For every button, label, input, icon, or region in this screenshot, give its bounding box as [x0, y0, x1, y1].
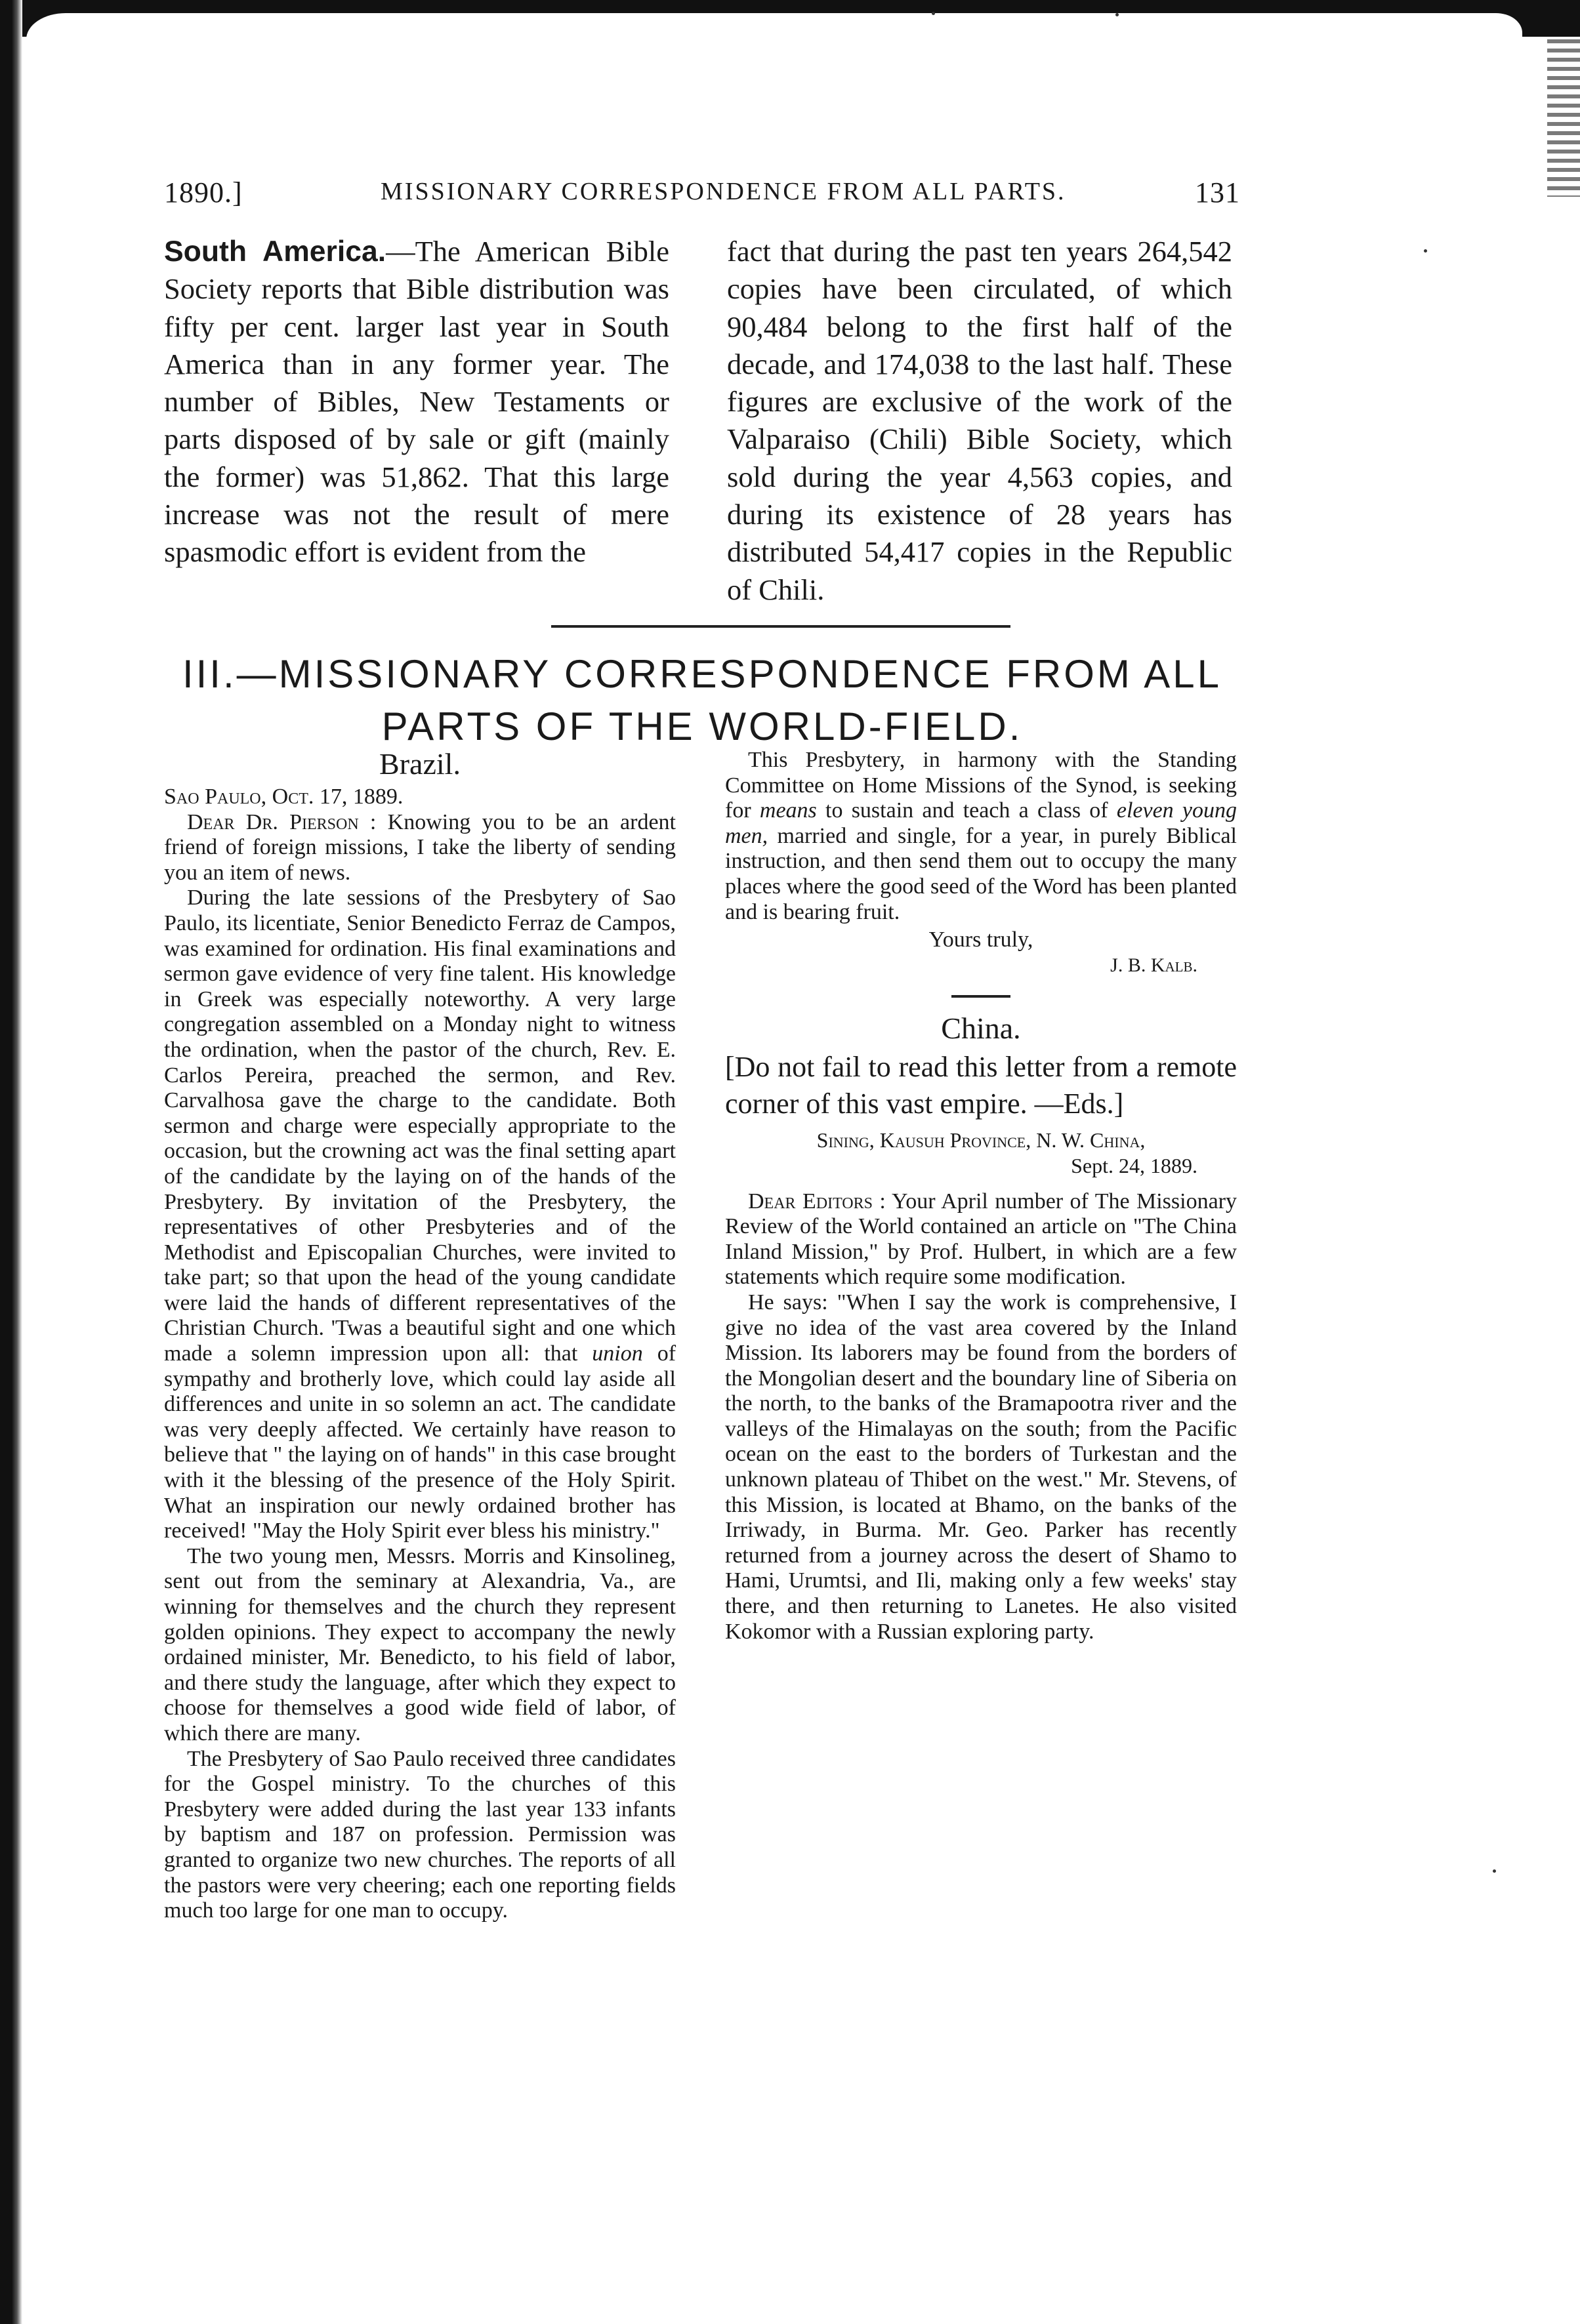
- brazil-p2-tail: of sympathy and brotherly love, which could lay aside all differences and unite in so solemn an act. The candidate was very deeply affected. We certainly have reason to believe that " the laying on of hands" in this case brought with it the blessing of the presence of the Holy Spirit. What an inspiration our newly ordained brother has received! "May the Holy Spirit ever bless his ministry.": [164, 1341, 676, 1543]
- scan-speck: [1115, 13, 1119, 16]
- running-header: [164, 176, 1240, 215]
- letter-divider: [951, 995, 1010, 998]
- section-divider: [551, 625, 1010, 628]
- brazil-heading: Brazil.: [379, 747, 461, 781]
- scan-speck: [1493, 1869, 1496, 1873]
- china-p1-text: Your April number of The Missionary Review of the World contained an article on "The China Inland Mission," by Prof. Hulbert, in which are a few statements which require some modification.: [725, 1189, 1237, 1290]
- china-editor-note: [Do not fail to read this letter from a remote corner of this vast empire. —Eds.]: [725, 1051, 1237, 1120]
- scan-speck: [932, 12, 935, 15]
- brazil-p1-text: Knowing you to be an ardent friend of foreign missions, I take the liberty of sending you an item of news.: [164, 809, 676, 885]
- page-corner: [26, 13, 1522, 52]
- page-number: 131: [1195, 176, 1240, 209]
- brazil-closing: Yours truly,: [928, 928, 1033, 952]
- scan-border-left: [0, 0, 22, 2324]
- brazil-p5-c: married and single, for a year, in purely Biblical instruction, and then send them out to occupy the many places where the good seed of the Word has been planted and is bearing fruit.: [725, 823, 1237, 924]
- brazil-paragraph-1: [164, 810, 676, 886]
- right-column: [725, 748, 1237, 1644]
- scan-speck: [1424, 249, 1427, 253]
- brazil-p5-a: This Presbytery, in harmony with the Standing Committee on Home Missions of the Synod, is seeking for: [725, 748, 1237, 823]
- china-dateline-date: Sept. 24, 1889.: [1071, 1153, 1197, 1177]
- brazil-p2-text: During the late sessions of the Presbytery of Sao Paulo, its licentiate, Senior Benedicto Ferraz de Campos, was examined for ordination. His final examinations and sermon gave evidence of very fine talent. His knowledge in Greek was especially noteworthy. A very large congregation assembled on a Monday night to witness the ordination, when the pastor of the church, Rev. E. Carlos Pereira, preached the sermon, and Rev. Carvalhosa gave the charge to the candidate. Both sermon and charge were especially appropriate to the occasion, but the crowning act was the final setting apart of the candidate by the laying on of the hands of the Presbytery. By invitation of the Presbytery, the representatives of other Presbyteries and of the Methodist and Episcopalian Churches, were invited to take part; so that upon the head of the young candidate were laid the hands of different representatives of the Christian Church. 'Twas a beautiful sight and one which made a solemn impression upon all: that: [164, 886, 676, 1366]
- brazil-p5-emphasis-2: eleven young men,: [725, 798, 1237, 848]
- brazil-salutation: Dear Dr. Pierson :: [187, 809, 377, 834]
- brazil-signature: J. B. Kalb.: [1110, 954, 1197, 976]
- south-america-right-column: [727, 233, 1232, 609]
- brazil-p5-emphasis-1: means: [759, 798, 817, 823]
- brazil-paragraph-4: The Presbytery of Sao Paulo received three candidates for the Gospel ministry. To the churches of this Presbytery were added during the last year 133 infants by baptism and 187 on profession. Permission was granted to organize two new churches. The reports of all the pastors were very cheering; each one reporting fields much too large for one man to occupy.: [164, 1746, 676, 1923]
- south-america-heading: South America.: [164, 235, 386, 268]
- china-paragraph-2: He says: "When I say the work is comprehensive, I give no idea of the vast area covered by the Inland Mission. Its laborers may be found from the borders of the Mongolian desert and the boundary line of Siberia on the north, to the banks of the Bramapootra river and the valleys of the Himalayas on the south; from the Pacific ocean on the east to the borders of Turkestan and the unknown plateau of Thibet on the west." Mr. Stevens, of this Mission, is located at Bhamo, on the banks of the Irriwady, in Burma. Mr. Geo. Parker has recently returned from a journey across the desert of Shamo to Hami, Urumtsi, and Ili, making only a few weeks' stay there, and then returning to Lanetes. He also visited Kokomor with a Russian exploring party.: [725, 1290, 1237, 1644]
- south-america-text-left: —The American Bible Society reports that Bible distribution was fifty per cent. larger last year in South America than in any former year. The number of Bibles, New Testaments or parts disposed of by sale or gift (mainly the former) was 51,862. That this large increase was not the result of mere spasmodic effort is evident from the: [164, 235, 669, 569]
- brazil-paragraph-2: [164, 886, 676, 1543]
- south-america-text-right: fact that during the past ten years 264,542 copies have been circulated, of which 90,484 belong to the first half of the decade, and 174,038 to the last half. These figures are exclusive of the work of the Valparaiso (Chili) Bible Society, which sold during the year 4,563 copies, and during its existence of 28 years has distributed 54,417 copies in the Republic of Chili.: [727, 235, 1232, 606]
- china-dateline-place: Sining, Kausuh Province, N. W. China,: [816, 1128, 1146, 1152]
- brazil-p5-b: to sustain and teach a class of: [825, 798, 1108, 823]
- china-salutation: Dear Editors :: [748, 1189, 886, 1213]
- china-paragraph-1: [725, 1189, 1237, 1290]
- south-america-left-column: [164, 233, 669, 571]
- brazil-dateline: Sao Paulo, Oct. 17, 1889.: [164, 785, 404, 809]
- brazil-paragraph-3: The two young men, Messrs. Morris and Kinsolineg, sent out from the seminary at Alexandria, Va., are winning for themselves and the church they represent golden opinions. They expect to accompany the newly ordained minister, Mr. Benedicto, to his field of labor, and there study the language, after which they expect to choose for themselves a good wide field of labor, of which there are many.: [164, 1543, 676, 1745]
- brazil-paragraph-5: [725, 748, 1237, 925]
- brazil-p2-emphasis: union: [592, 1341, 643, 1366]
- header-date: 1890.]: [164, 176, 243, 209]
- running-title: MISSIONARY CORRESPONDENCE FROM ALL PARTS.: [381, 178, 1066, 205]
- china-heading: China.: [941, 1011, 1021, 1046]
- left-column: [164, 748, 676, 1924]
- scan-border-right: [1547, 39, 1580, 197]
- section-title: III.—MISSIONARY CORRESPONDENCE FROM ALL PARTS OF THE WORLD-FIELD.: [182, 652, 1222, 748]
